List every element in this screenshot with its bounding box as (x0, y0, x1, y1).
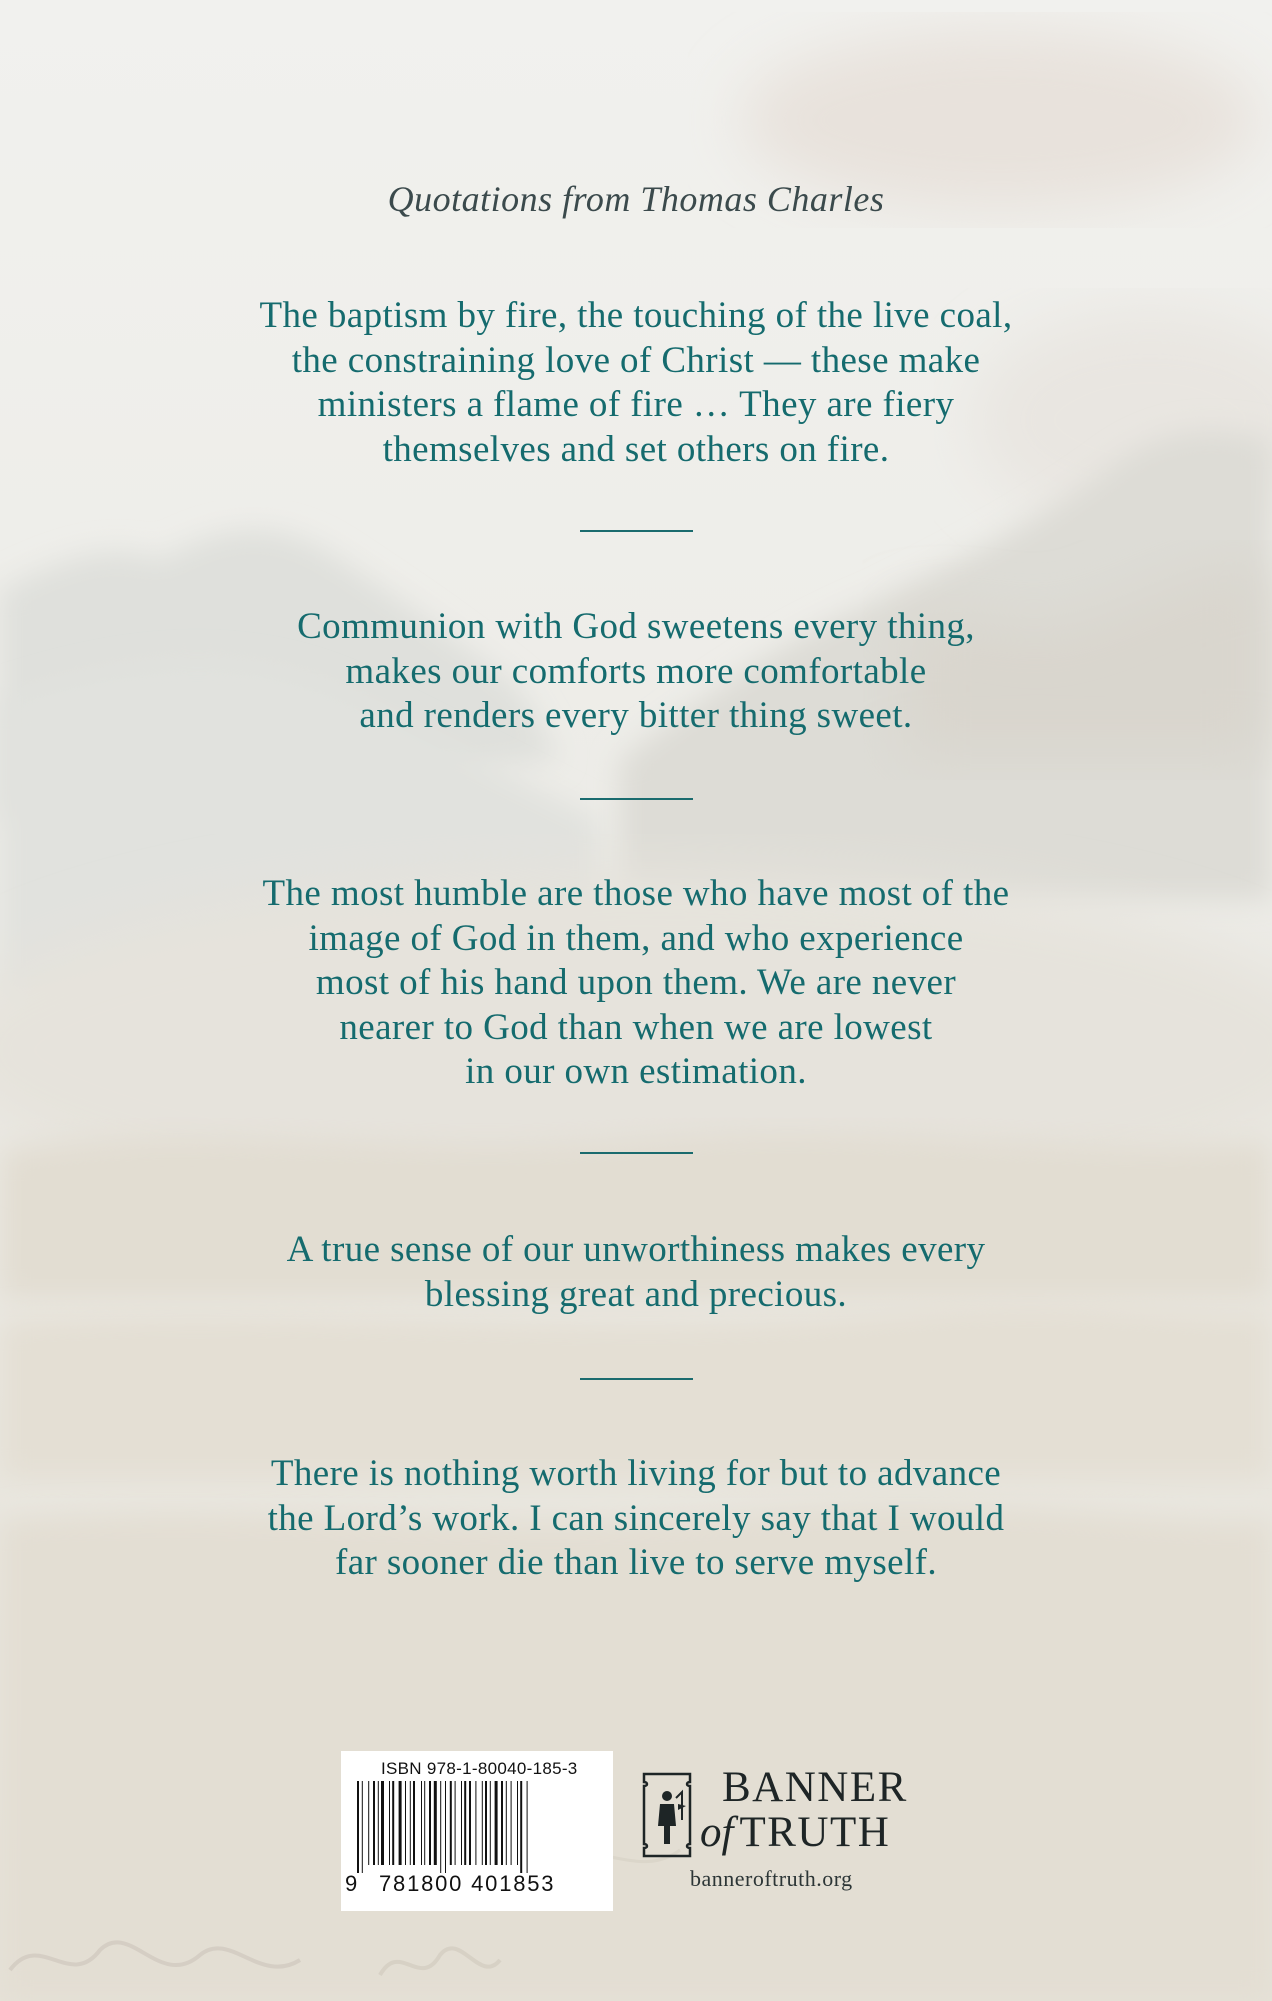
quote-line: the Lord’s work. I can sincerely say that I would (267, 1497, 1005, 1539)
quote-line: far sooner die than live to serve myself. (334, 1542, 938, 1583)
quote-1 (160, 294, 1112, 472)
quote-line: ministers a flame of fire … They are fiery (317, 384, 955, 425)
barcode-bar (517, 1781, 518, 1865)
divider-rule (580, 530, 693, 532)
barcode-bar (429, 1781, 431, 1865)
isbn-label: ISBN 978-1-80040-185-3 (381, 1759, 578, 1778)
quote-line: the constraining love of Christ — these make (291, 339, 981, 381)
barcode-bar (424, 1781, 425, 1865)
publisher-name-of: of (700, 1809, 734, 1856)
quote-line: themselves and set others on fire. (382, 428, 890, 470)
barcode-first-digit: 9 (345, 1871, 358, 1896)
quote-line: image of God in them, and who experience (308, 917, 964, 959)
barcode-bar (378, 1781, 379, 1865)
publisher-url: banneroftruth.org (690, 1866, 853, 1891)
barcode-bar (392, 1781, 394, 1865)
barcode-bar (511, 1781, 512, 1865)
barcode-bar (410, 1781, 411, 1865)
barcode-bar (469, 1781, 471, 1865)
divider-rule (580, 1378, 693, 1380)
publisher-name-line1: BANNER (722, 1764, 908, 1811)
divider-rule (580, 798, 693, 800)
publisher-name-line2 (700, 1810, 890, 1856)
barcode-bar (389, 1781, 390, 1865)
barcode-bar (421, 1781, 422, 1865)
barcode-bar (440, 1781, 441, 1873)
publisher-name-truth: TRUTH (739, 1809, 891, 1856)
banner-of-truth-logo-icon (636, 1768, 698, 1862)
barcode-bar (464, 1781, 466, 1865)
quote-5 (160, 1452, 1112, 1586)
barcode-bar (362, 1781, 363, 1873)
barcode-bar (373, 1781, 375, 1865)
quote-line: The baptism by fire, the touching of the live coal, (259, 295, 1013, 336)
isbn-barcode (341, 1751, 613, 1911)
quote-2 (160, 605, 1112, 739)
barcode-bar (399, 1781, 402, 1865)
barcode-bar (520, 1781, 522, 1873)
quote-line: blessing great and precious. (424, 1273, 848, 1315)
barcode-bar (485, 1781, 487, 1865)
barcode-number: 781800 401853 (379, 1871, 556, 1896)
quote-4 (160, 1228, 1112, 1317)
divider-rule (580, 1152, 693, 1154)
barcode-bar (455, 1781, 456, 1865)
quote-line: makes our comforts more comfortable (345, 650, 927, 692)
quote-line: nearer to God than when we are lowest (339, 1006, 933, 1048)
quote-line: in our own estimation. (465, 1051, 807, 1092)
barcode-bar (413, 1781, 415, 1865)
quote-line: A true sense of our unworthiness makes every (286, 1229, 986, 1270)
quote-line: most of his hand upon them. We are never (315, 962, 957, 1003)
barcode-bar (475, 1781, 476, 1865)
barcode-bar (368, 1781, 369, 1865)
quotations-heading: Quotations from Thomas Charles (387, 179, 885, 219)
barcode-bar (527, 1781, 528, 1873)
barcode-bar (450, 1781, 452, 1865)
barcode-bar (495, 1781, 498, 1865)
quote-line: Communion with God sweetens every thing, (297, 606, 975, 647)
barcode-bar (490, 1781, 491, 1865)
quote-line: and renders every bitter thing sweet. (359, 695, 913, 736)
barcode-bar (434, 1781, 437, 1865)
quote-3 (160, 872, 1112, 1095)
quote-line: The most humble are those who have most of the (262, 873, 1010, 914)
barcode-bar (381, 1781, 384, 1865)
barcode-bars (355, 1781, 599, 1873)
barcode-bar (405, 1781, 406, 1865)
barcode-bar (482, 1781, 483, 1865)
barcode-bar (506, 1781, 507, 1865)
barcode-bar (501, 1781, 503, 1865)
barcode-bar (461, 1781, 462, 1865)
barcode-bar (357, 1781, 359, 1873)
quote-line: There is nothing worth living for but to advance (270, 1453, 1002, 1494)
barcode-bar (445, 1781, 446, 1873)
